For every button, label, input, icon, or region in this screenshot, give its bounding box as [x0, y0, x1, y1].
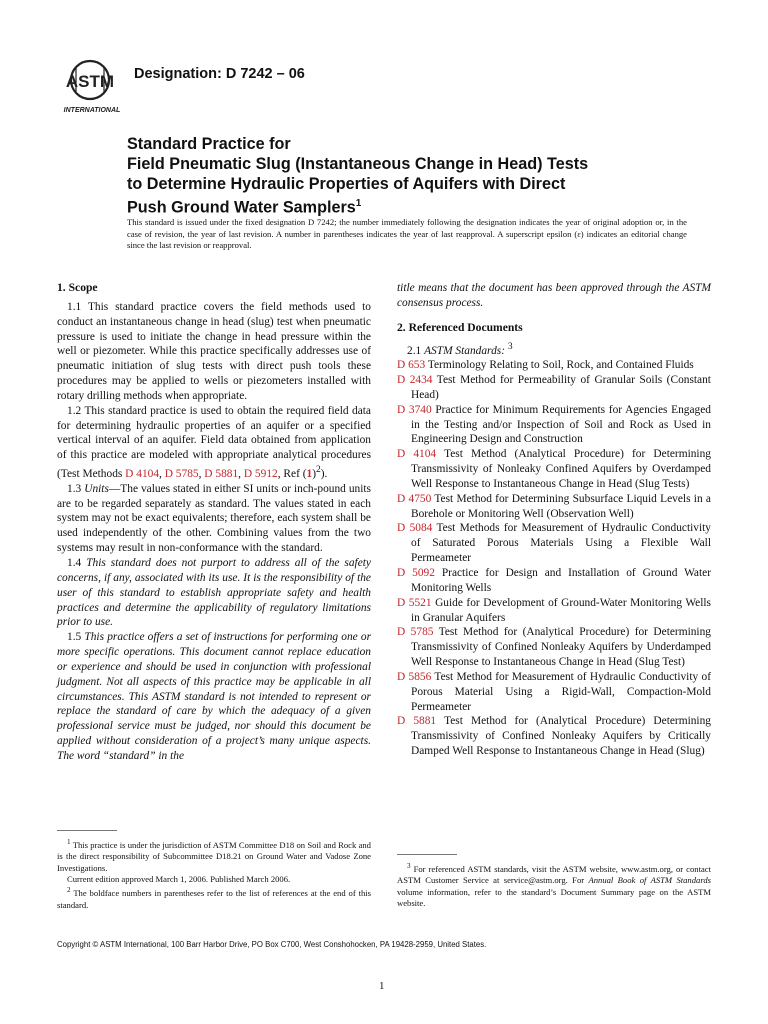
footnote-rule — [397, 854, 457, 855]
standard-notice: This standard is issued under the fixed designation D 7242; the number immediately following the designation indicates the year of original adoption or, in the case of revision, the year of last revision. A number in parentheses indicates the year of last reapproval. A superscript epsilon (ε) indicates an editorial change since the last revision or reapproval. — [127, 217, 687, 251]
paragraph-1-5: 1.5 This practice offers a set of instructions for performing one or more specific operations. This document cannot replace education or experience and should be used in conjunction with professional judgment. Not all aspects of this practice may be applicable in all circumstances. This ASTM standard is not intended to represent or replace the standard of care by which the adequacy of a given professional service must be judged, nor should this document be applied without consideration of a project’s many unique aspects. The word “standard” in the — [57, 631, 372, 762]
reference-item — [397, 566, 711, 596]
ref-link-d5881[interactable]: D 5881 — [204, 467, 239, 480]
right-column — [397, 281, 711, 759]
title-line-4: Push Ground Water Samplers$^1$ — [127, 198, 362, 217]
reference-title: Test Method (Analytical Procedure) for Determining Transmissivity of Nonleaky Confined Aquifers by Overdamped Well Response to Instantaneous Change in Head (Slug Tests) — [411, 448, 711, 490]
document-title — [127, 134, 687, 217]
title-footnote-mark: 1 — [355, 198, 362, 209]
ref-link-d5912[interactable]: D 5912 — [243, 467, 278, 480]
reference-title: Test Method for Permeability of Granular Soils (Constant Head) — [411, 374, 711, 401]
paragraph-1-3: 1.3 Units—The values stated in either SI units or inch-pound units are to be regarded separately as standard. The values stated in each system may not be exact equivalents; therefore, each system shall be used independently of the other. Combining values from the two systems may result in non-conformance with the standard. — [57, 482, 371, 555]
page-number: 1 — [379, 980, 385, 992]
reference-code-link[interactable]: D 5785 — [397, 626, 434, 639]
footnote-3: $^3$ For referenced ASTM standards, visit the ASTM website, www.astm.org, or contact ASTM Customer Service at service@astm.org. For Annual Book of ASTM Standards volume information, refer to the standard’s Document Summary page on the ASTM website. — [397, 862, 711, 909]
footnote-edition: Current edition approved March 1, 2006. Published March 2006. — [67, 874, 291, 885]
reference-item — [397, 670, 711, 715]
footnote-2: $^2$ The boldface numbers in parentheses refer to the list of references at the end of this standard. — [57, 886, 371, 910]
title-line-3: to Determine Hydraulic Properties of Aquifers with Direct — [127, 175, 566, 193]
reference-title: Test Method for (Analytical Procedure) for Determining Transmissivity of Confined Nonleaky Aquifers by Underdamped Well Response to Instantaneous Change in Head (Slug Test) — [411, 626, 711, 669]
title-line-2: Field Pneumatic Slug (Instantaneous Change in Head) Tests — [127, 155, 589, 173]
reference-code-link[interactable]: D 4104 — [397, 448, 437, 461]
paragraph-1-1: 1.1 This standard practice covers the field methods used to conduct an instantaneous change in head (slug) test when pneumatic pressure is used to initiate the change in head pressure within the well or piezometer. While this practice specifically addresses use of pneumatic initiation of slug tests with direct push tools these procedures may be applied to wells or piezometers installed with rotary drilling methods when appropriate. — [57, 300, 371, 402]
reference-item — [397, 492, 711, 522]
reference-code-link[interactable]: D 4750 — [397, 492, 432, 505]
astm-logo — [62, 56, 122, 116]
left-column — [57, 281, 371, 764]
reference-item — [397, 447, 711, 492]
reference-title: Practice for Minimum Requirements for Agencies Engaged in the Testing and/or Inspection of Soil and Rock as Used in Engineering Design and Construction — [411, 403, 711, 446]
reference-item — [397, 358, 711, 373]
reference-code-link[interactable]: D 5881 — [397, 715, 437, 728]
astm-standards-label: 2.1 ASTM Standards: $^3$ — [407, 341, 513, 357]
reference-title: Practice for Design and Installation of Ground Water Monitoring Wells — [411, 566, 711, 594]
ref-link-d5785[interactable]: D 5785 — [164, 467, 199, 480]
reference-code-link[interactable]: D 653 — [397, 359, 426, 372]
reference-code-link[interactable]: D 2434 — [397, 374, 433, 387]
reference-title: Test Method for Measurement of Hydraulic Conductivity of Porous Material Using a Rigid-Wall, Compaction-Mold Permeameter — [411, 670, 711, 713]
right-footnotes — [397, 854, 711, 909]
reference-code-link[interactable]: D 5084 — [397, 522, 433, 535]
reference-code-link[interactable]: D 5521 — [397, 596, 432, 609]
footnote-rule — [57, 830, 117, 831]
reference-code-link[interactable]: D 5092 — [397, 566, 435, 579]
paragraph-1-2: 1.2 This standard practice is used to obtain the required field data for determining hydraulic properties of an aquifer or a specified vertical interval of an aquifer. Field data obtained from application of this practice are modeled with appropriate analytical procedures (Test Methods D 4104, D 5785, D 5881, D 5912, Ref $(1)^2$). — [57, 404, 371, 480]
reference-code-link[interactable]: D 5856 — [397, 670, 432, 683]
referenced-documents-heading: 2. Referenced Documents — [397, 320, 523, 334]
title-line-1: Standard Practice for — [127, 135, 291, 153]
reference-code-link[interactable]: D 3740 — [397, 403, 432, 416]
reference-item — [397, 714, 711, 759]
reference-title: Test Method for (Analytical Procedure) Determining Transmissivity of Confined Nonleaky Aquifers by Critically Damped Well Response to Instantaneous Change in Head (Slug) — [411, 715, 711, 758]
reference-item — [397, 521, 711, 566]
reference-title: Terminology Relating to Soil, Rock, and Contained Fluids — [427, 359, 694, 372]
referenced-documents-list — [397, 358, 711, 759]
ref-link-1[interactable]: 1 — [306, 467, 313, 480]
reference-item — [397, 403, 711, 448]
reference-item — [397, 625, 711, 670]
logo-subtext: INTERNATIONAL — [63, 107, 121, 114]
paragraph-1-5-continued: title means that the document has been approved through the ASTM consensus process. — [397, 282, 711, 309]
ref-link-d4104[interactable]: D 4104 — [125, 467, 160, 480]
reference-title: Test Methods for Measurement of Hydraulic Conductivity of Saturated Porous Materials Using a Flexible Wall Permeameter — [411, 522, 712, 565]
reference-title: Test Method for Determining Subsurface Liquid Levels in a Borehole or Monitoring Well (Observation Well) — [411, 492, 711, 520]
footnote-1: $^1$ This practice is under the jurisdiction of ASTM Committee D18 on Soil and Rock and is the direct responsibility of Subcommittee D18.21 on Ground Water and Vadose Zone Investigations. — [57, 838, 371, 873]
reference-title: Guide for Development of Ground-Water Monitoring Wells in Granular Aquifers — [411, 596, 711, 624]
logo-text: ASTM — [65, 72, 115, 91]
paragraph-1-4: 1.4 This standard does not purport to address all of the safety concerns, if any, associated with its use. It is the responsibility of the user of this standard to establish appropriate safety and health practices and determine the applicability of regulatory limitations prior to use. — [57, 556, 371, 629]
copyright-notice: Copyright © ASTM International, 100 Barr Harbor Drive, PO Box C700, West Conshohocken, PA 19428-2959, United States. — [57, 940, 487, 949]
reference-item — [397, 596, 711, 626]
left-footnotes — [57, 830, 371, 911]
scope-heading: 1. Scope — [57, 281, 98, 294]
designation: Designation: D 7242 – 06 — [134, 66, 305, 82]
reference-item — [397, 373, 711, 403]
